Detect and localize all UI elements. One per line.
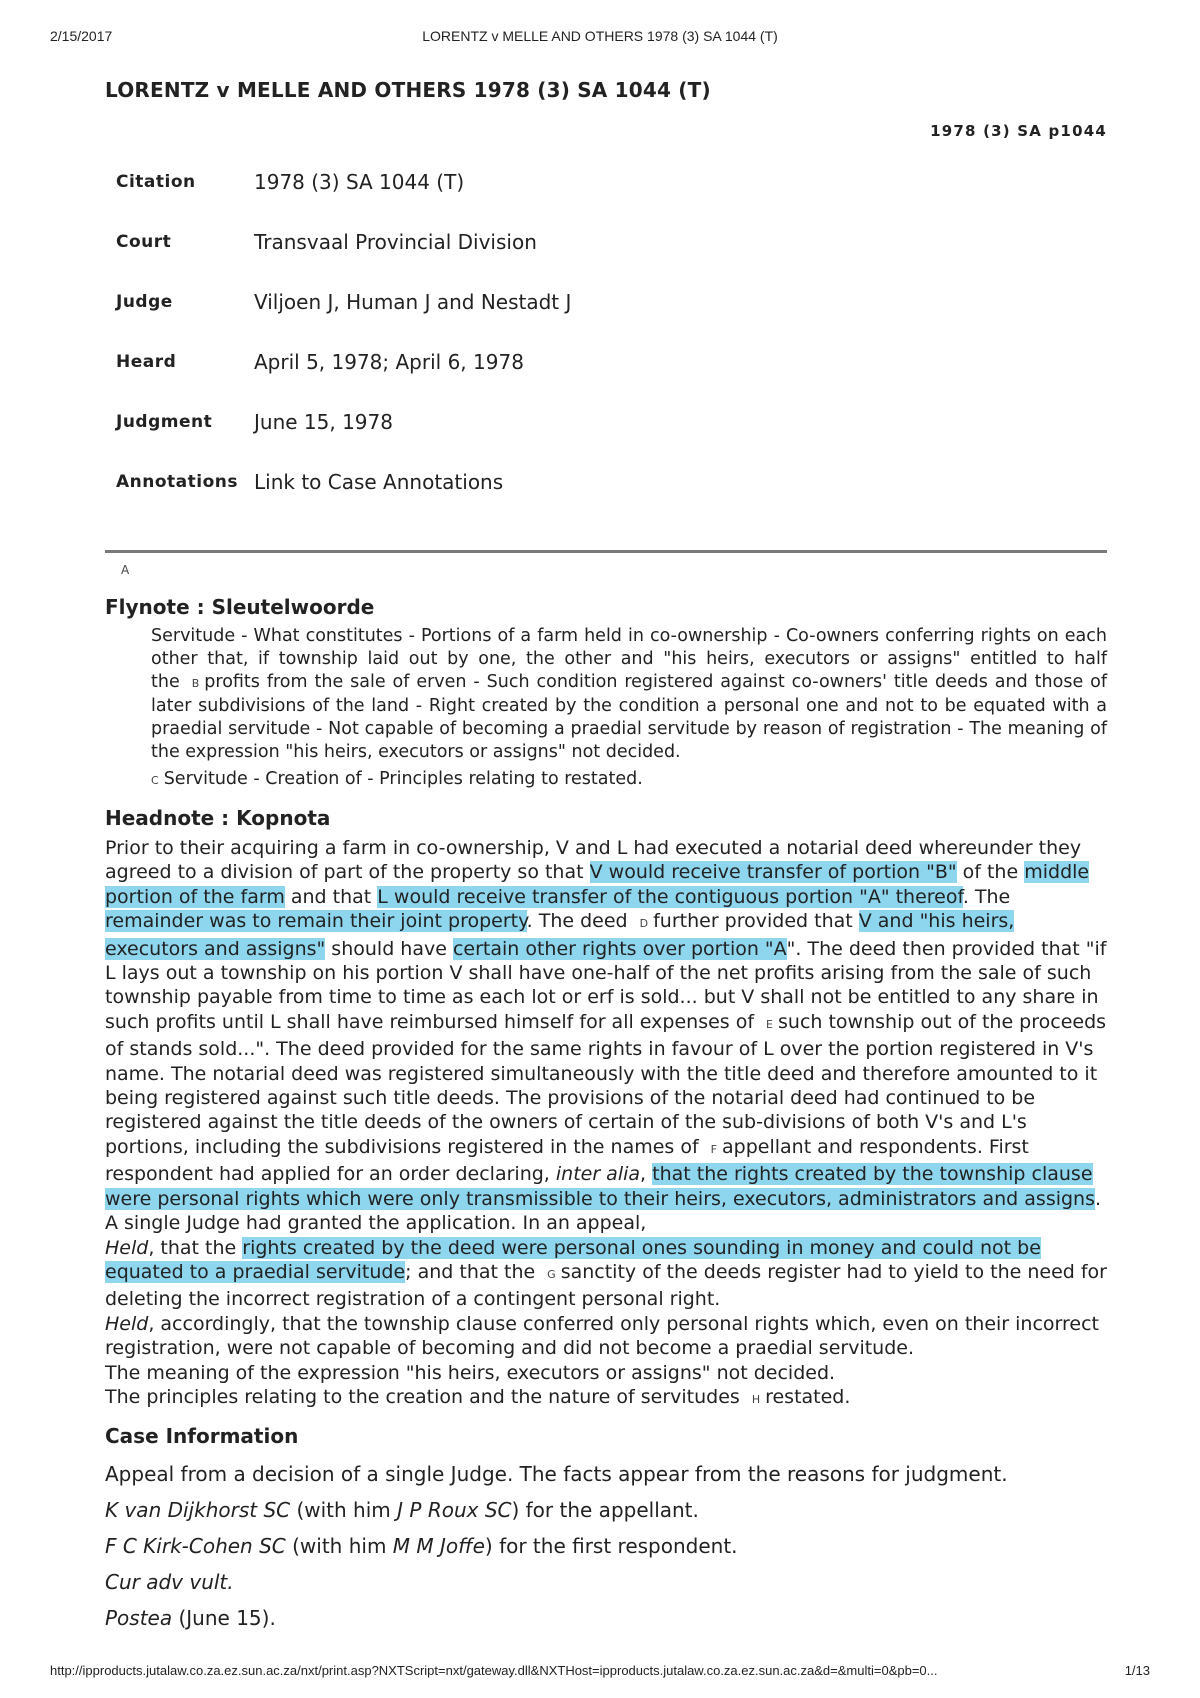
held-label: Held	[105, 1236, 149, 1259]
flynote-paragraph	[151, 768, 1107, 792]
flynote-body	[151, 625, 1107, 792]
case-info-text: (with him	[290, 1498, 398, 1523]
headnote-text: , accordingly, that the township clause conferred only personal rights which, even on their incorrect registration, were not capable of becoming and did not become a praedial servitude.	[105, 1312, 1099, 1360]
headnote-text: ". The deed then provided that "if L lays out a township on his portion V shall have one-half of the net profits arising from the sale of such township payable from time to time as each lot or erf is sold... but V shall not be entitled to any share in such profits until L shall have reimbursed himself for all expenses of	[105, 937, 1107, 1033]
case-information-heading: Case Information	[105, 1424, 299, 1449]
document-content	[105, 78, 1107, 1642]
print-date: 2/15/2017	[50, 28, 113, 44]
headnote-paragraph	[105, 1312, 1107, 1361]
case-information-body	[105, 1462, 1107, 1630]
margin-letter: G	[547, 1267, 556, 1281]
headnote-text: further provided that	[653, 910, 859, 933]
meta-label: Judge	[116, 292, 173, 312]
print-title: LORENTZ v MELLE AND OTHERS 1978 (3) SA 1044 (T)	[422, 28, 778, 44]
margin-letter: H	[751, 1392, 761, 1406]
case-info-paragraph: Appeal from a decision of a single Judge. The facts appear from the reasons for judgment.	[105, 1462, 1008, 1487]
meta-value: June 15, 1978	[254, 410, 393, 434]
meta-row-annotations	[116, 470, 1107, 530]
margin-letter: F	[710, 1142, 717, 1156]
headnote-text: appellant and respondents. First respondent had applied for an order declaring,	[105, 1135, 1029, 1186]
flynote-text: profits from the sale of erven - Such condition registered against co-owners' title deeds and those of later subdivisions of the land - Right created by the condition a personal one and not to be equated with a praedial servitude - Not capable of becoming a praedial servitude by reason of registration - The meaning of the expression "his heirs, executors or assigns" not decided.	[151, 672, 1107, 762]
highlighted-text: V would receive transfer of portion "B"	[589, 861, 957, 884]
print-url: http://ipproducts.jutalaw.co.za.ez.sun.ac.za/nxt/print.asp?NXTScript=nxt/gateway.dll&NXTHost=ipproducts.jutalaw.co.za.ez.sun.ac.za&d=&multi=0&pb=0...	[50, 1663, 938, 1678]
counsel-name: J P Roux SC	[397, 1498, 512, 1523]
case-info-paragraph	[105, 1606, 1107, 1630]
highlighted-text: middle portion of the farm	[105, 861, 1090, 908]
counsel-name: F C Kirk-Cohen SC	[105, 1534, 286, 1559]
case-info-text: (with him	[285, 1534, 393, 1559]
meta-label: Judgment	[116, 412, 213, 432]
headnote-text: The principles relating to the creation and the nature of servitudes	[105, 1385, 740, 1408]
margin-letter: A	[121, 563, 130, 577]
meta-row-heard	[116, 350, 1107, 410]
headnote-text: . A single Judge had granted the application. In an appeal,	[105, 1187, 1102, 1235]
highlighted-text: rights created by the deed were personal ones sounding in money and could not be equated to a praedial servitude	[105, 1236, 1041, 1283]
headnote-text: sanctity of the deeds register had to yield to the need for deleting the incorrect registration of a contingent personal right.	[105, 1260, 1107, 1311]
headnote-paragraph	[105, 836, 1107, 1236]
headnote-text: such township out of the proceeds of stands sold...". The deed provided for the same rights in favour of L over the portion registered in V's name. The notarial deed was registered simultaneously with the title deed and therefore amounted to it being registered against such title deeds. The provisions of the notarial deed had continued to be registered against the title deeds of the owners of certain of the sub-divisions of both V's and L's portions, including the subdivisions registered in the names of	[105, 1010, 1107, 1158]
case-info-paragraph	[105, 1498, 1107, 1522]
meta-row-judge	[116, 290, 1107, 350]
print-footer	[50, 1663, 1150, 1683]
case-info-text: (June 15).	[172, 1606, 276, 1631]
headnote-text: . The	[962, 885, 1011, 908]
headnote-text: of the	[956, 861, 1025, 884]
highlighted-text: certain other rights over portion "A	[452, 937, 787, 960]
highlighted-text: L would receive transfer of the contiguous portion "A" thereof	[377, 885, 963, 908]
flynote-heading: Flynote : Sleutelwoorde	[105, 595, 375, 619]
headnote-text: and that	[284, 885, 378, 908]
case-info-text: Postea	[105, 1606, 173, 1631]
meta-label: Annotations	[116, 472, 238, 492]
margin-letter: E	[766, 1017, 773, 1031]
headnote-paragraph	[105, 1236, 1107, 1312]
meta-value: Transvaal Provincial Division	[254, 230, 537, 254]
headnote-body	[105, 836, 1107, 1412]
page-reference: 1978 (3) SA p1044	[930, 122, 1107, 140]
page-number: 1/13	[1124, 1663, 1150, 1678]
meta-row-court	[116, 230, 1107, 290]
case-info-text: ) for the appellant.	[511, 1498, 699, 1523]
meta-label: Citation	[116, 172, 196, 192]
section-divider	[105, 550, 1107, 553]
headnote-text: restated.	[765, 1385, 851, 1408]
headnote-text: ; and that the	[405, 1260, 536, 1283]
meta-value: 1978 (3) SA 1044 (T)	[254, 170, 465, 194]
meta-label: Court	[116, 232, 172, 252]
margin-letter: C	[151, 774, 159, 787]
headnote-heading: Headnote : Kopnota	[105, 806, 331, 830]
case-info-text: ) for the first respondent.	[484, 1534, 738, 1559]
held-label: Held	[105, 1312, 149, 1335]
flynote-text: Servitude - Creation of - Principles relating to restated.	[163, 769, 643, 789]
highlighted-text: V and "his heirs, executors and assigns"	[105, 910, 1015, 960]
meta-value	[254, 470, 503, 494]
case-title: LORENTZ v MELLE AND OTHERS 1978 (3) SA 1044 (T)	[105, 78, 711, 102]
headnote-text: ,	[640, 1163, 653, 1186]
italic-text: inter alia	[555, 1163, 641, 1186]
meta-value: April 5, 1978; April 6, 1978	[254, 350, 524, 374]
case-info-paragraph	[105, 1534, 1107, 1558]
margin-letter: D	[639, 917, 649, 931]
meta-label: Heard	[116, 352, 177, 372]
counsel-name: K van Dijkhorst SC	[105, 1498, 291, 1523]
headnote-text: Prior to their acquiring a farm in co-ownership, V and L had executed a notarial deed whereunder they agreed to a division of part of the property so that	[105, 837, 1082, 884]
headnote-paragraph: The meaning of the expression "his heirs, executors or assigns" not decided.	[105, 1361, 836, 1384]
flynote-paragraph	[151, 625, 1107, 764]
meta-value: Viljoen J, Human J and Nestadt J	[254, 290, 572, 314]
case-info-paragraph	[105, 1570, 1107, 1594]
case-metadata	[116, 170, 1107, 530]
headnote-text: . The deed	[526, 910, 628, 933]
print-header	[50, 28, 1150, 48]
highlighted-text: that the rights created by the township clause were personal rights which were only transmissible to their heirs, executors, administrators and assigns	[105, 1163, 1095, 1210]
case-info-text: Cur adv vult.	[105, 1570, 234, 1595]
meta-row-citation	[116, 170, 1107, 230]
headnote-text: , that the	[148, 1236, 243, 1259]
flynote-text: Servitude - What constitutes - Portions of a farm held in co-ownership - Co-owners conferring rights on each other that, if township laid out by one, the other and "his heirs, executors or assigns" entitled to half the	[151, 626, 1107, 692]
counsel-name: M M Joffe	[392, 1534, 485, 1559]
headnote-paragraph	[105, 1385, 1107, 1412]
headnote-text: should have	[325, 937, 453, 960]
case-annotations-link[interactable]: Link to Case Annotations	[254, 470, 504, 494]
margin-letter: B	[191, 677, 200, 690]
highlighted-text: remainder was to remain their joint property	[105, 910, 527, 933]
meta-row-judgment	[116, 410, 1107, 470]
